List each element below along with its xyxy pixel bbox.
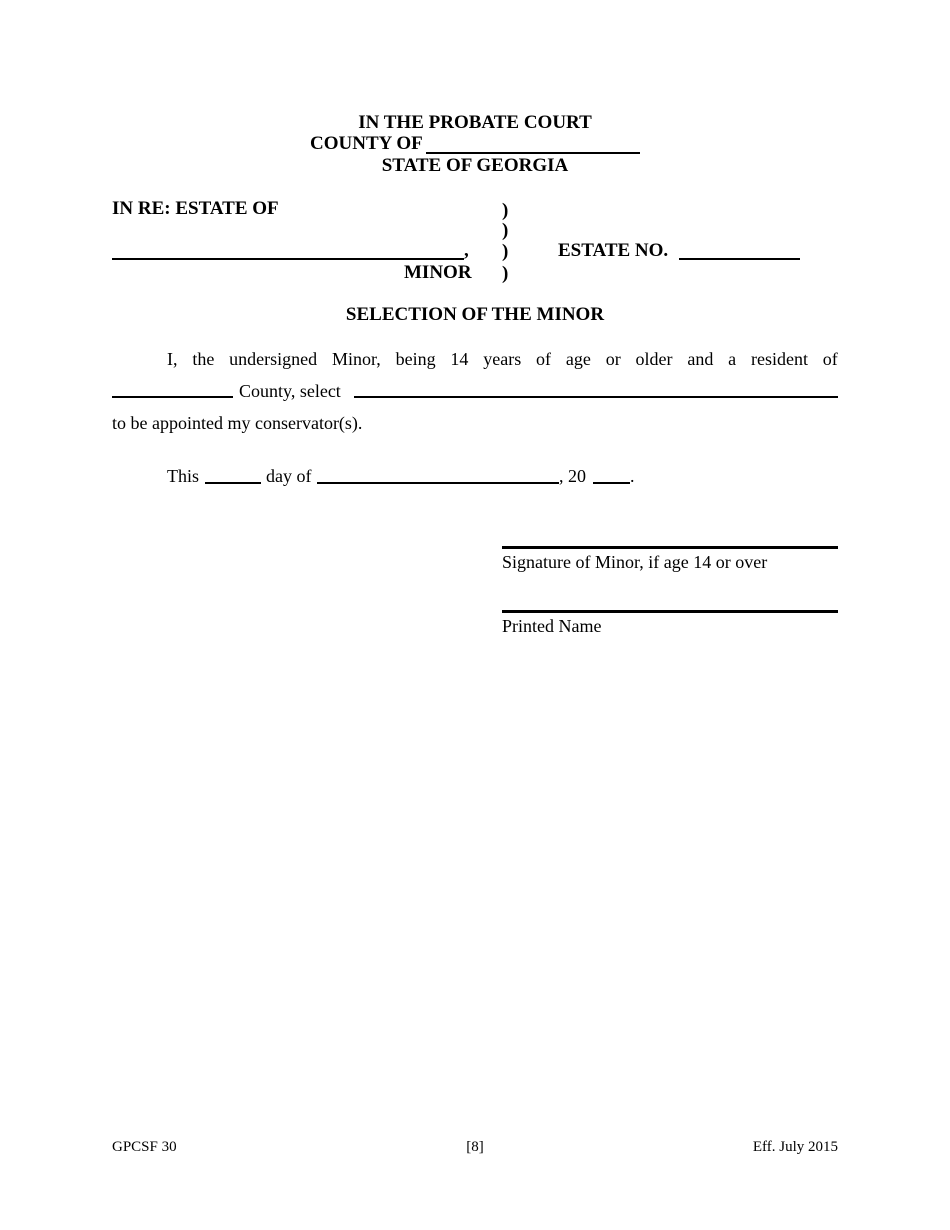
county-label: COUNTY OF [310, 133, 423, 154]
word: 14 [450, 349, 469, 369]
date-period: . [630, 466, 635, 486]
date-day-of-text: day of [266, 466, 312, 486]
word: resident [750, 349, 808, 369]
word: undersigned [229, 349, 318, 369]
signature-label: Signature of Minor, if age 14 or over [502, 552, 768, 572]
caption-paren: ) [502, 220, 509, 241]
year-field[interactable] [593, 482, 630, 484]
footer-effective-date: Eff. July 2015 [752, 1139, 838, 1155]
in-re-label: IN RE: ESTATE OF [112, 198, 279, 219]
estate-no-label: ESTATE NO. [558, 240, 669, 261]
day-field[interactable] [205, 482, 261, 484]
footer-page-number: [8] [466, 1139, 484, 1155]
word: age [565, 349, 591, 369]
word: and [687, 349, 714, 369]
county-name-field[interactable] [426, 152, 640, 154]
word: or [605, 349, 621, 369]
document-title: SELECTION OF THE MINOR [345, 304, 605, 325]
word: years [483, 349, 522, 369]
word: of [822, 349, 838, 369]
word: I, [167, 349, 178, 369]
word: the [192, 349, 215, 369]
body-line-3: to be appointed my conservator(s). [112, 413, 363, 433]
word: Minor, [331, 349, 381, 369]
month-field[interactable] [317, 482, 559, 484]
date-this-text: This [167, 466, 200, 486]
caption-paren: ) [502, 263, 509, 284]
caption-comma: , [464, 240, 469, 261]
estate-no-field[interactable] [679, 258, 800, 260]
footer-form-id: GPCSF 30 [112, 1139, 177, 1155]
word: older [635, 349, 673, 369]
county-select-text: County, select [239, 381, 341, 401]
conservator-name-field[interactable] [354, 396, 838, 398]
minor-name-field[interactable] [112, 258, 464, 260]
body-line-1 [167, 348, 838, 370]
signature-field[interactable] [502, 546, 838, 549]
printed-name-field[interactable] [502, 610, 838, 613]
resident-county-field[interactable] [112, 396, 233, 398]
minor-label: MINOR [404, 262, 472, 283]
word: of [536, 349, 552, 369]
state-title: STATE OF GEORGIA [381, 155, 569, 176]
court-title: IN THE PROBATE COURT [358, 112, 592, 133]
word: a [728, 349, 737, 369]
caption-paren: ) [502, 200, 509, 221]
word: being [395, 349, 436, 369]
caption-paren: ) [502, 241, 509, 262]
date-20-text: , 20 [559, 466, 586, 486]
printed-name-label: Printed Name [502, 616, 602, 636]
